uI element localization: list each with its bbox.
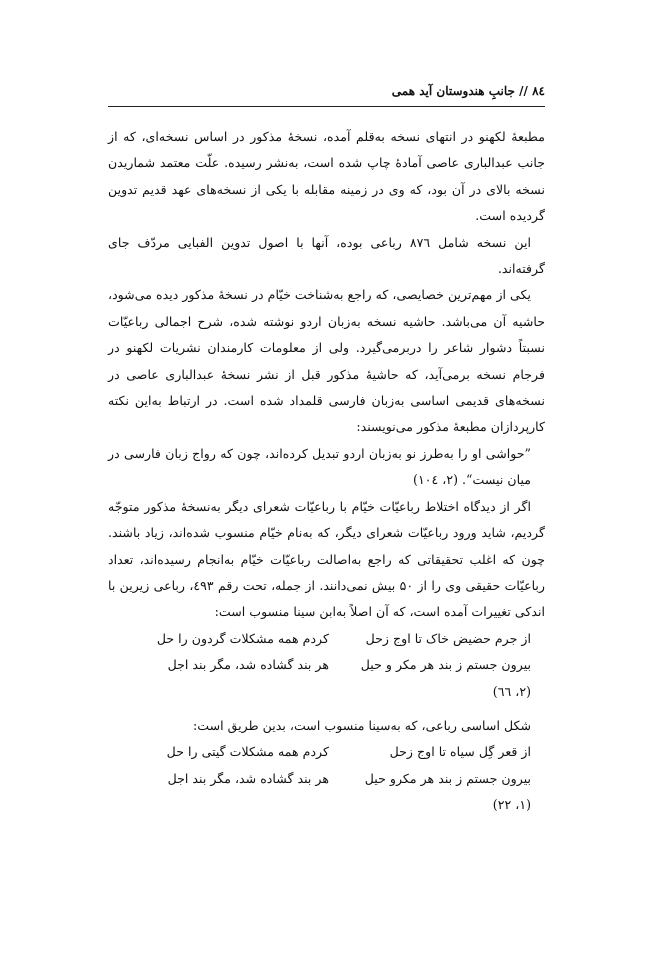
hemistich: هر بند گشاده شد، مگر بند اجل (167, 657, 329, 673)
verse-2 (108, 739, 545, 818)
running-header (108, 84, 545, 104)
header-rule (108, 106, 545, 107)
spacer (108, 705, 545, 713)
hemistich: از جرم حضیض خاک تا اوج زحل (365, 630, 531, 646)
hemistich: کردم همه مشکلات گیتی را حل (166, 744, 329, 760)
hemistich: بیرون جستم ز بند هر مکر و حیل (360, 657, 531, 673)
running-title: جانبِ هندوستان آید همی (391, 84, 515, 98)
paragraph-5: شکل اساسی رباعی، که به‌سینا منسوب است، بدین طریق است: (193, 717, 531, 733)
paragraph-4: اگر از دیدگاه اختلاط رباعیّات خیّام با رباعیّات شعرای دیگر به‌نسخهٔ مذکور متوجّه گردیم، شاید ورود رباعیّات شعرای دیگر، که به‌نام خیّام منسوب شده‌اند، زیاد باشند. چون که اغلب تحقیقاتی که راجع به‌اصالت رباعیّات خیّام به‌انجام رسیده‌اند، تعداد رباعیّات حقیقی وی را از ۵۰ بیش نمی‌دانند. از جمله، تحت رقم ٤۹۳، رباعی زیرین با اندکی تغییرات آمده است، که آن اصلاً به‌ابن سینا منسوب است: (108, 498, 546, 620)
page-body (108, 124, 545, 819)
verse-1-line-1 (108, 626, 531, 652)
block-quote: ”حواشی او را به‌طرز نو به‌زبان اردو تبدیل کرده‌اند، چون که رواج زبان فارسی در میان نیست“. (۲، ۱۰٤) (108, 445, 531, 488)
verse-1-line-2 (108, 652, 531, 678)
verse-2-reference: (۱، ۲۲) (492, 797, 531, 813)
hemistich: هر بند گشاده شد، مگر بند اجل (167, 770, 329, 786)
verse-2-line-1 (108, 739, 531, 765)
verse-1 (108, 626, 545, 705)
paragraph-2: این نسخه شامل ۸۷٦ رباعی بوده، آنها با اصول تدوین الفبایی مردّف جای گرفته‌اند. (108, 234, 545, 277)
verse-2-line-2 (108, 766, 531, 792)
header-separator: // (519, 84, 528, 98)
verse-1-reference: (۲، ٦٦) (492, 683, 531, 699)
hemistich: از قعر گِل سیاه تا اوج زحل (389, 744, 531, 760)
hemistich: بیرون جستم ز بند هر مکرو حیل (364, 770, 531, 786)
paragraph-1: مطبعهٔ لکهنو در انتهای نسخه به‌قلم آمده، نسخهٔ مذکور در اساس نسخه‌ای، که از جانب عبدالباری عاصی آمادهٔ چاپ شده است، به‌نشر رسیده. علّت معتمد شماریدن نسخه بالای در آن بود، که وی در زمینه مقابله با یکی از نسخه‌های عهد قدیم تدوین گردیده است. (108, 129, 545, 224)
page-number: ۸٤ (532, 84, 545, 98)
hemistich: کردم همه مشکلات گردون را حل (156, 630, 329, 646)
paragraph-3: یکی از مهم‌ترین خصایصی، که راجع به‌شناخت خیّام در نسخهٔ مذکور دیده می‌شود، حاشیه آن می‌باشد. حاشیه نسخه به‌زبان اردو نوشته شده، شرح اجمالی رباعیّات نسبتاً دشوار شاعر را دربرمی‌گیرد. ولی از معلومات کارمندان نشریات لکهنو در فرجام نسخه برمی‌آید، که حاشیهٔ مذکور قبل از نشر نسخهٔ عبدالباری عاصی در نسخه‌های قدیمی اساسی به‌زبان فارسی قلمداد شده است. در ارتباط به‌این نکته کارپردازان مطبعهٔ مذکور می‌نویسند: (108, 287, 545, 435)
